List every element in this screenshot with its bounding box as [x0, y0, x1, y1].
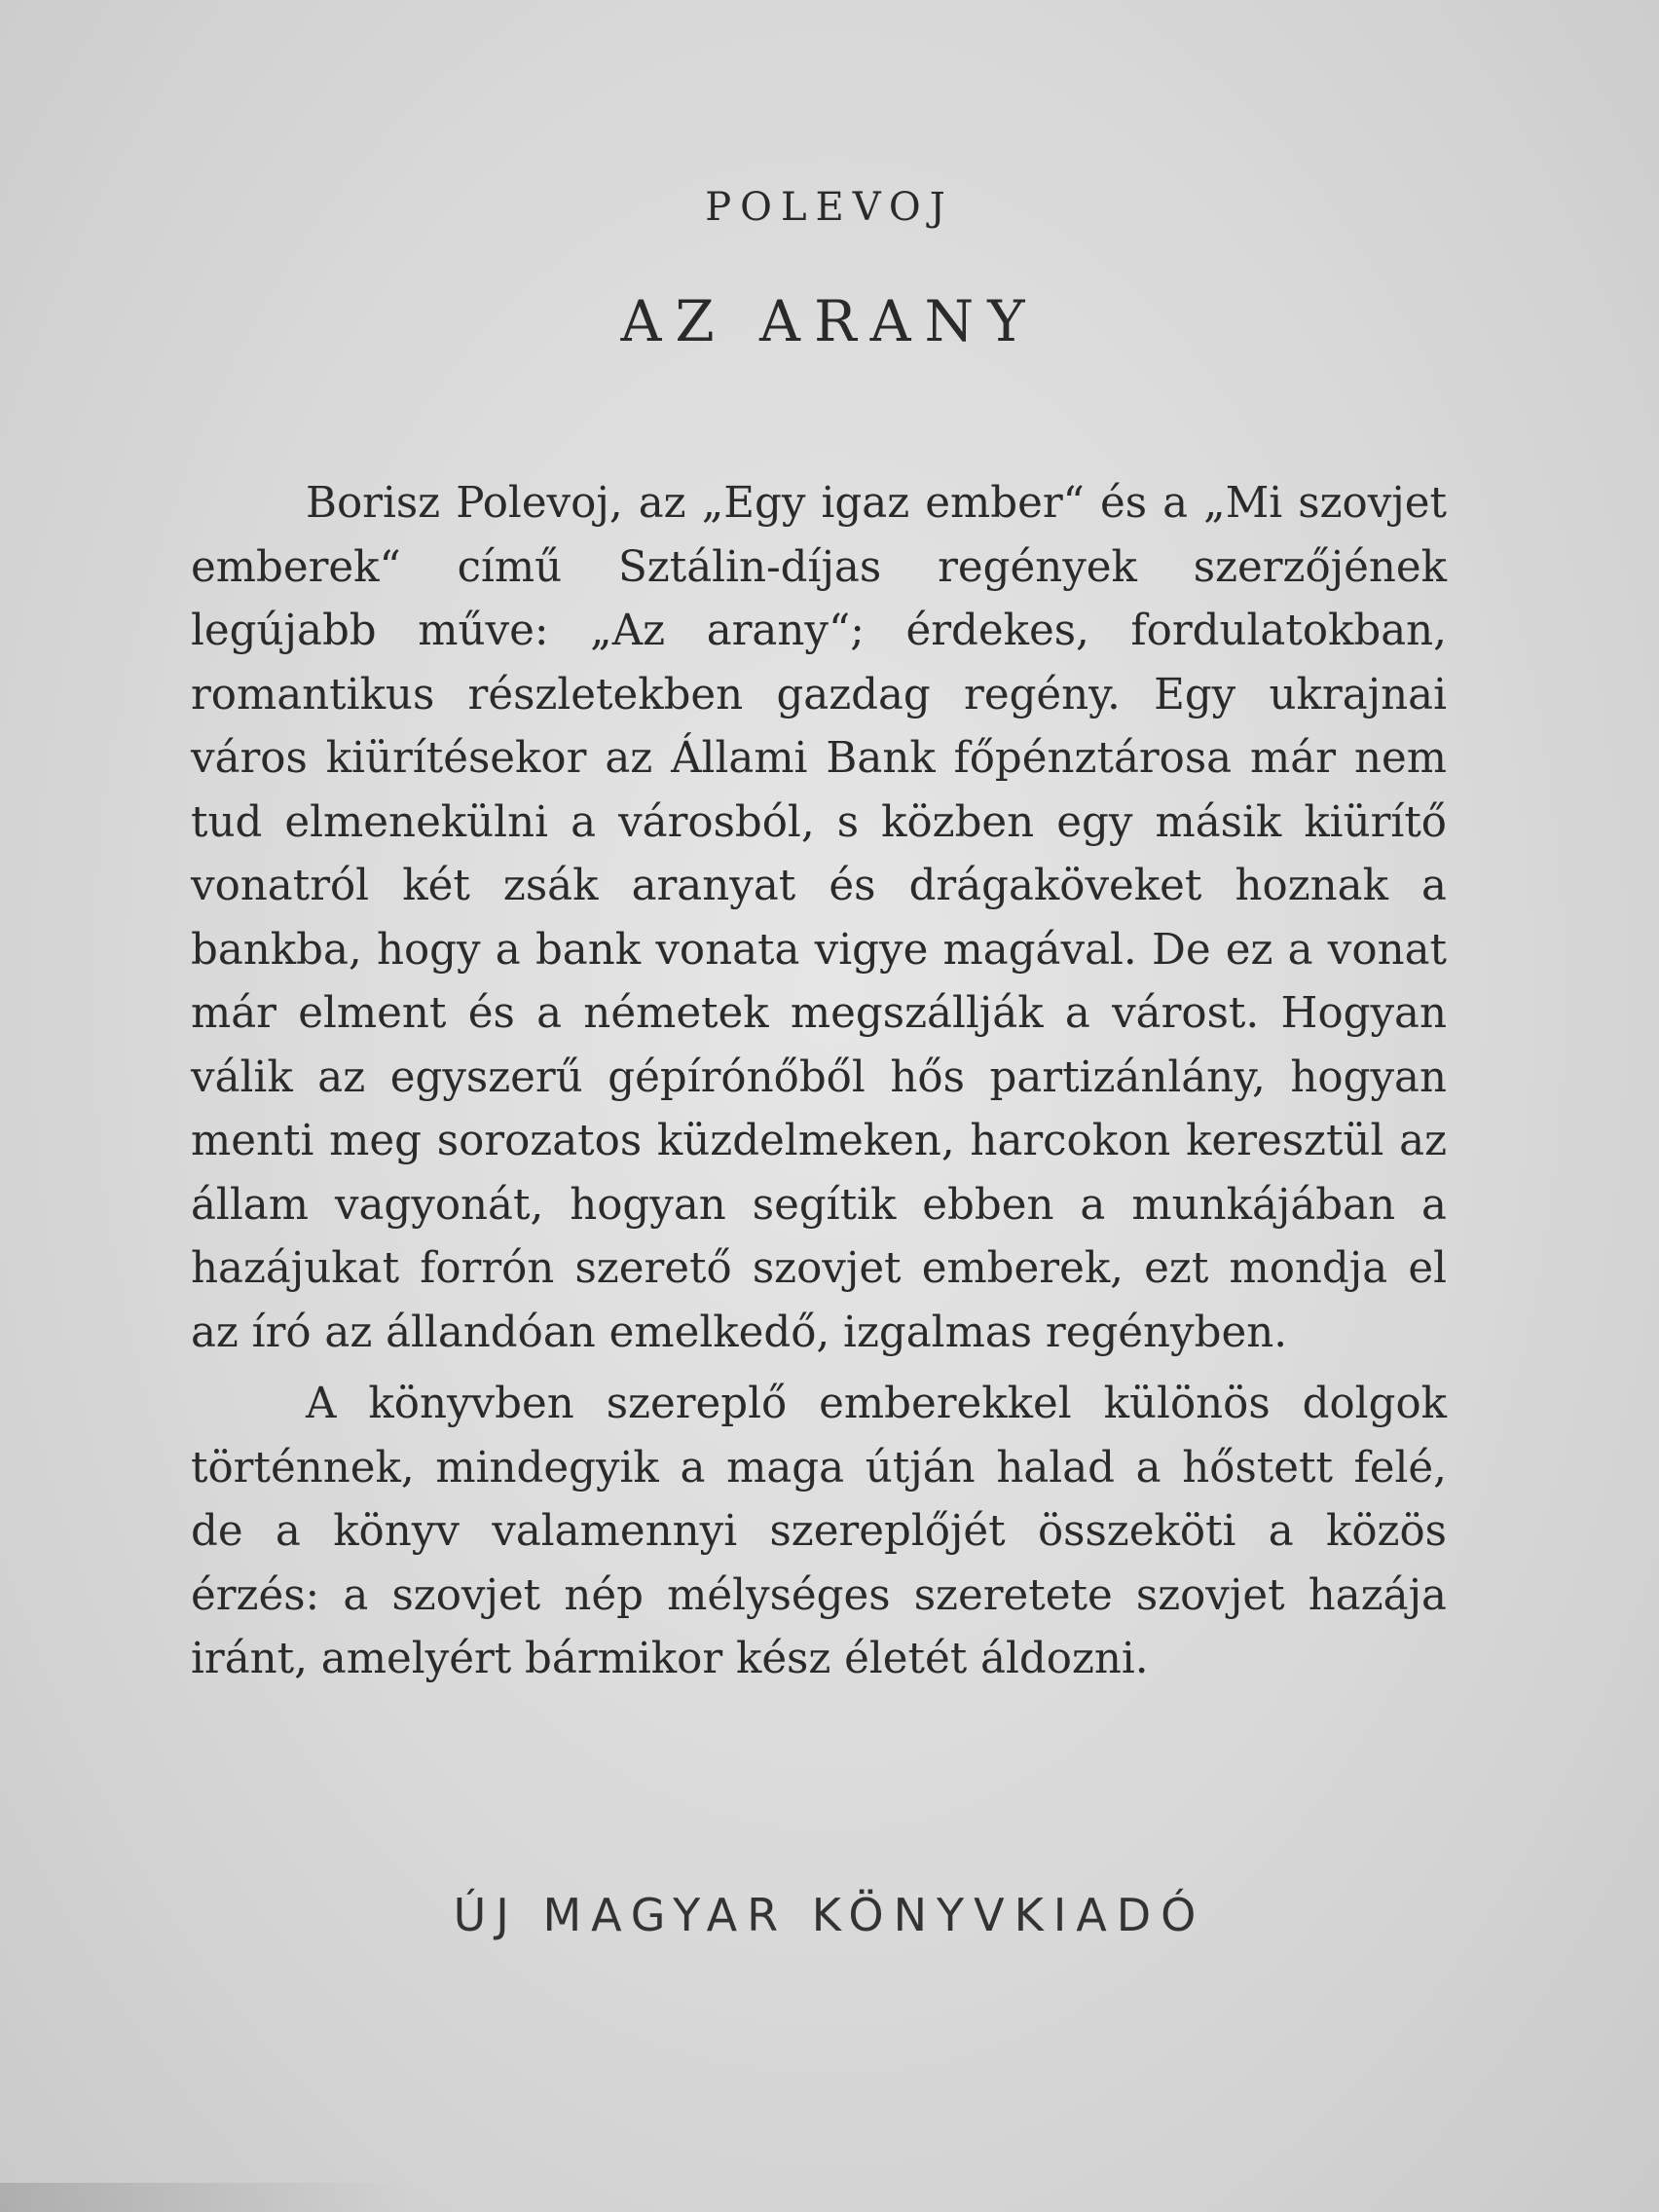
- description-paragraph-2: A könyvben szereplő emberekkel különös dolgok történnek, mindegyik a maga útján halad a hőstett felé, de a könyv valamennyi szereplőjét összeköti a közös érzés: a szovjet nép mélységes szeretete szovjet hazája iránt, amelyért bármikor kész életét áldozni.: [191, 1380, 1447, 1683]
- description-paragraph-1: Borisz Polevoj, az „Egy igaz ember“ és a „Mi szovjet emberek“ című Sztálin-díjas regények szerzőjének legújabb műve: „Az arany“; érdekes, fordulatokban, romantikus részletekben gazdag regény. Egy ukrajnai város kiürítésekor az Állami Bank főpénztárosa már nem tud elmenekülni a városból, s közben egy másik kiürítő vonatról két zsák aranyat és drágaköveket hoznak a bankba, hogy a bank vonata vigye magával. De ez a vonat már elment és a németek megszállják a várost. Hogyan válik az egyszerű gépírónőből hős partizánlány, hogyan menti meg sorozatos küzdelmeken, harcokon keresztül az állam vagyonát, hogyan segítik ebben a munkájában a hazájukat forrón szerető szovjet emberek, ezt mondja el az író az állandóan emelkedő, izgalmas regényben.: [191, 479, 1447, 1357]
- publisher-name: ÚJ MAGYAR KÖNYVKIADÓ: [453, 1889, 1206, 1941]
- book-title: AZ ARANY: [620, 288, 1039, 354]
- author-name: POLEVOJ: [705, 185, 954, 230]
- book-description: [191, 472, 1447, 1692]
- page-edge-smudge: [0, 2183, 409, 2212]
